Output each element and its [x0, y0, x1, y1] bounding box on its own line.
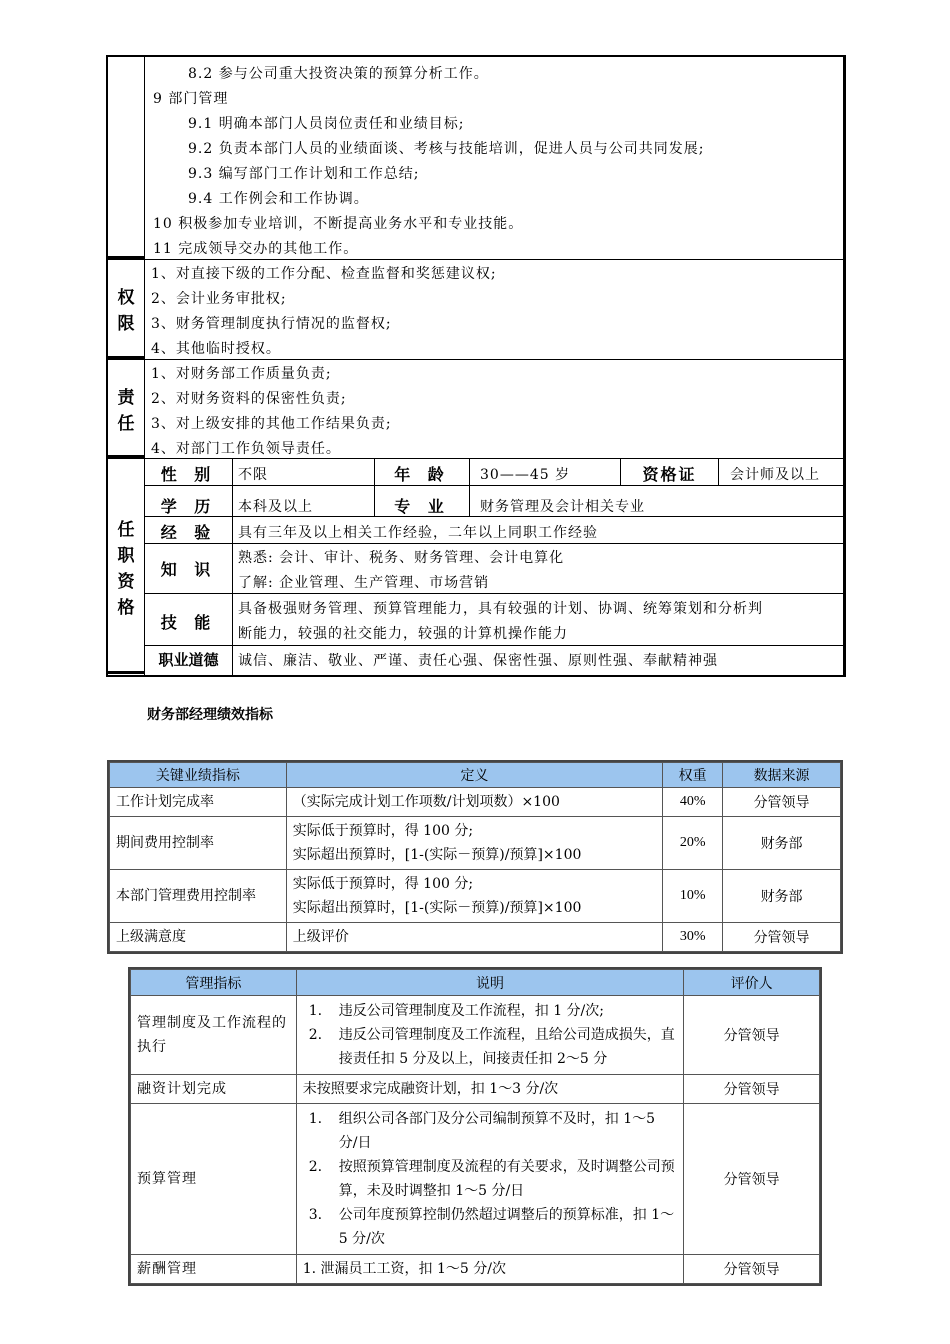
knowledge-understand: 了解: 企业管理、生产管理、市场营销	[238, 575, 490, 591]
kpi-weight: 40%	[663, 788, 723, 817]
mgmt-item-text: 违反公司管理制度及工作流程，扣 1 分/次;	[338, 1003, 604, 1019]
row-divider	[144, 485, 843, 486]
mgmt-plain-text: 1. 泄漏员工工资，扣 1～5 分/次	[302, 1261, 506, 1277]
kpi-table	[109, 762, 841, 952]
skill-line-2: 断能力，较强的社交能力，较强的计算机操作能力	[238, 626, 568, 642]
kpi-source: 财务部	[723, 817, 841, 870]
kpi-source: 分管领导	[723, 923, 841, 952]
duty-line: 9.3 编写部门工作计划和工作总结;	[188, 166, 420, 182]
duty-line: 9.4 工作例会和工作协调。	[188, 191, 369, 207]
row-divider	[108, 359, 843, 360]
kpi-row	[110, 788, 841, 817]
mgmt-row	[131, 1075, 820, 1104]
major-value: 财务管理及会计相关专业	[480, 499, 645, 515]
label-column-divider	[144, 57, 145, 675]
duty-line: 8.2 参与公司重大投资决策的预算分析工作。	[188, 66, 489, 82]
responsibility-item: 2、对财务资料的保密性负责;	[151, 391, 347, 407]
kpi-name: 工作计划完成率	[110, 788, 287, 817]
ethics-value: 诚信、廉洁、敬业、严谨、责任心强、保密性强、原则性强、奉献精神强	[238, 653, 718, 669]
row-divider	[108, 458, 843, 459]
kpi-definition	[286, 817, 662, 870]
gender-label: 性 别	[160, 465, 217, 484]
mgmt-description	[296, 996, 683, 1075]
kpi-definition	[286, 923, 662, 952]
kpi-header-definition: 定义	[286, 763, 662, 788]
mgmt-evaluator: 分管领导	[684, 1255, 820, 1284]
duty-line: 11 完成领导交办的其他工作。	[153, 241, 359, 257]
mgmt-item-list	[303, 1107, 677, 1251]
kpi-weight: 30%	[663, 923, 723, 952]
mgmt-header-description: 说明	[296, 970, 683, 996]
skill-label: 技 能	[160, 613, 217, 632]
cert-value: 会计师及以上	[730, 467, 820, 483]
kpi-weight: 10%	[663, 870, 723, 923]
age-value: 30——45 岁	[480, 467, 571, 483]
mgmt-item	[303, 1155, 677, 1203]
duty-line: 9.1 明确本部门人员岗位责任和业绩目标;	[188, 116, 465, 132]
kpi-row	[110, 923, 841, 952]
row-divider	[144, 645, 843, 646]
mgmt-item-text: 组织公司各部门及分公司编制预算不及时，扣 1～5 分/日	[338, 1111, 656, 1151]
row-divider	[144, 593, 843, 594]
mgmt-evaluator: 分管领导	[684, 996, 820, 1075]
mgmt-evaluator: 分管领导	[684, 1104, 820, 1255]
kpi-definition	[286, 870, 662, 923]
column-divider	[469, 458, 470, 516]
mgmt-description	[296, 1075, 683, 1104]
authority-item: 4、其他临时授权。	[151, 341, 281, 357]
responsibility-item: 3、对上级安排的其他工作结果负责;	[151, 416, 392, 432]
kpi-row	[110, 870, 841, 923]
mgmt-item-text: 公司年度预算控制仍然超过调整后的预算标准，扣 1～5 分/次	[338, 1207, 675, 1247]
qualification-label: 任 职 资 格	[117, 520, 135, 618]
mgmt-item-text: 违反公司管理制度及工作流程，且给公司造成损失，直接责任扣 5 分及以上，间接责任扣 2～5 分	[338, 1027, 675, 1067]
mgmt-item	[303, 1023, 677, 1071]
mgmt-name: 融资计划完成	[131, 1075, 297, 1104]
mgmt-name: 管理制度及工作流程的执行	[131, 996, 297, 1075]
authority-label: 权 限	[117, 288, 135, 334]
cert-label: 资格证	[642, 465, 697, 484]
kpi-definition-line: 实际超出预算时，[1-(实际－预算)/预算]×100	[292, 900, 582, 916]
mgmt-item-number: 1.	[308, 1003, 323, 1019]
mgmt-header-evaluator: 评价人	[684, 970, 820, 996]
ethics-label: 职业道德	[158, 651, 219, 669]
row-divider-thick	[108, 256, 144, 259]
mgmt-item-number: 2.	[308, 1027, 323, 1043]
responsibility-label: 责 任	[117, 388, 135, 434]
row-divider-thick	[108, 356, 144, 359]
mgmt-item-number: 3.	[308, 1207, 323, 1223]
major-label: 专 业	[394, 497, 450, 516]
authority-item: 3、财务管理制度执行情况的监督权;	[151, 316, 392, 332]
mgmt-item-list	[303, 999, 677, 1071]
mgmt-row	[131, 1104, 820, 1255]
kpi-source: 财务部	[723, 870, 841, 923]
mgmt-row	[131, 1255, 820, 1284]
kpi-name: 本部门管理费用控制率	[110, 870, 287, 923]
authority-item: 2、会计业务审批权;	[151, 291, 287, 307]
mgmt-item-number: 2.	[308, 1159, 323, 1175]
gender-value: 不限	[238, 467, 268, 483]
kpi-definition-line: 实际低于预算时，得 100 分;	[292, 876, 474, 892]
kpi-header-weight: 权重	[663, 763, 723, 788]
mgmt-item	[303, 1203, 677, 1251]
kpi-definition-line: 上级评价	[292, 929, 349, 945]
duty-line: 9.2 负责本部门人员的业绩面谈、考核与技能培训，促进人员与公司共同发展;	[188, 141, 705, 157]
kpi-header-source: 数据来源	[723, 763, 841, 788]
mgmt-item	[303, 999, 677, 1023]
column-divider	[232, 458, 233, 675]
kpi-definition-line: 实际超出预算时，[1-(实际－预算)/预算]×100	[292, 847, 582, 863]
kpi-header-name: 关键业绩指标	[110, 763, 287, 788]
mgmt-plain-text: 未按照要求完成融资计划，扣 1～3 分/次	[302, 1081, 559, 1097]
mgmt-name: 预算管理	[131, 1104, 297, 1255]
mgmt-row	[131, 996, 820, 1075]
row-divider-thick	[108, 455, 144, 458]
kpi-source: 分管领导	[723, 788, 841, 817]
education-label: 学 历	[160, 497, 217, 516]
knowledge-familiar: 熟悉: 会计、审计、税务、财务管理、会计电算化	[238, 550, 565, 566]
mgmt-name: 薪酬管理	[131, 1255, 297, 1284]
kpi-definition-line: （实际完成计划工作项数/计划项数）×100	[292, 794, 560, 810]
kpi-definition	[286, 788, 662, 817]
responsibility-item: 4、对部门工作负领导责任。	[151, 441, 341, 457]
mgmt-item-number: 1.	[308, 1111, 323, 1127]
education-value: 本科及以上	[238, 499, 313, 515]
kpi-name: 期间费用控制率	[110, 817, 287, 870]
experience-label: 经 验	[160, 523, 217, 542]
mgmt-description	[296, 1104, 683, 1255]
mgmt-evaluator: 分管领导	[684, 1075, 820, 1104]
knowledge-label: 知 识	[160, 560, 217, 579]
duty-line: 9 部门管理	[153, 91, 229, 107]
mgmt-item	[303, 1107, 677, 1155]
mgmt-item-text: 按照预算管理制度及流程的有关要求，及时调整公司预算，未及时调整扣 1～5 分/日	[338, 1159, 675, 1199]
row-divider	[144, 543, 843, 544]
kpi-name: 上级满意度	[110, 923, 287, 952]
experience-value: 具有三年及以上相关工作经验，二年以上同职工作经验	[238, 525, 598, 541]
age-label: 年 龄	[394, 465, 450, 484]
responsibility-item: 1、对财务部工作质量负责;	[151, 366, 332, 382]
column-divider	[718, 458, 719, 485]
skill-line-1: 具备极强财务管理、预算管理能力，具有较强的计划、协调、统筹策划和分析判	[238, 601, 763, 617]
row-divider	[144, 516, 843, 517]
kpi-section-title: 财务部经理绩效指标	[147, 707, 273, 723]
kpi-weight: 20%	[663, 817, 723, 870]
row-divider	[108, 259, 843, 260]
mgmt-description	[296, 1255, 683, 1284]
duty-line: 10 积极参加专业培训，不断提高业务水平和专业技能。	[153, 216, 524, 232]
kpi-definition-line: 实际低于预算时，得 100 分;	[292, 823, 474, 839]
authority-item: 1、对直接下级的工作分配、检查监督和奖惩建议权;	[151, 266, 497, 282]
management-table	[130, 969, 820, 1284]
row-divider-thick	[108, 671, 144, 674]
job-description-table	[106, 55, 846, 677]
kpi-row	[110, 817, 841, 870]
mgmt-header-name: 管理指标	[131, 970, 297, 996]
